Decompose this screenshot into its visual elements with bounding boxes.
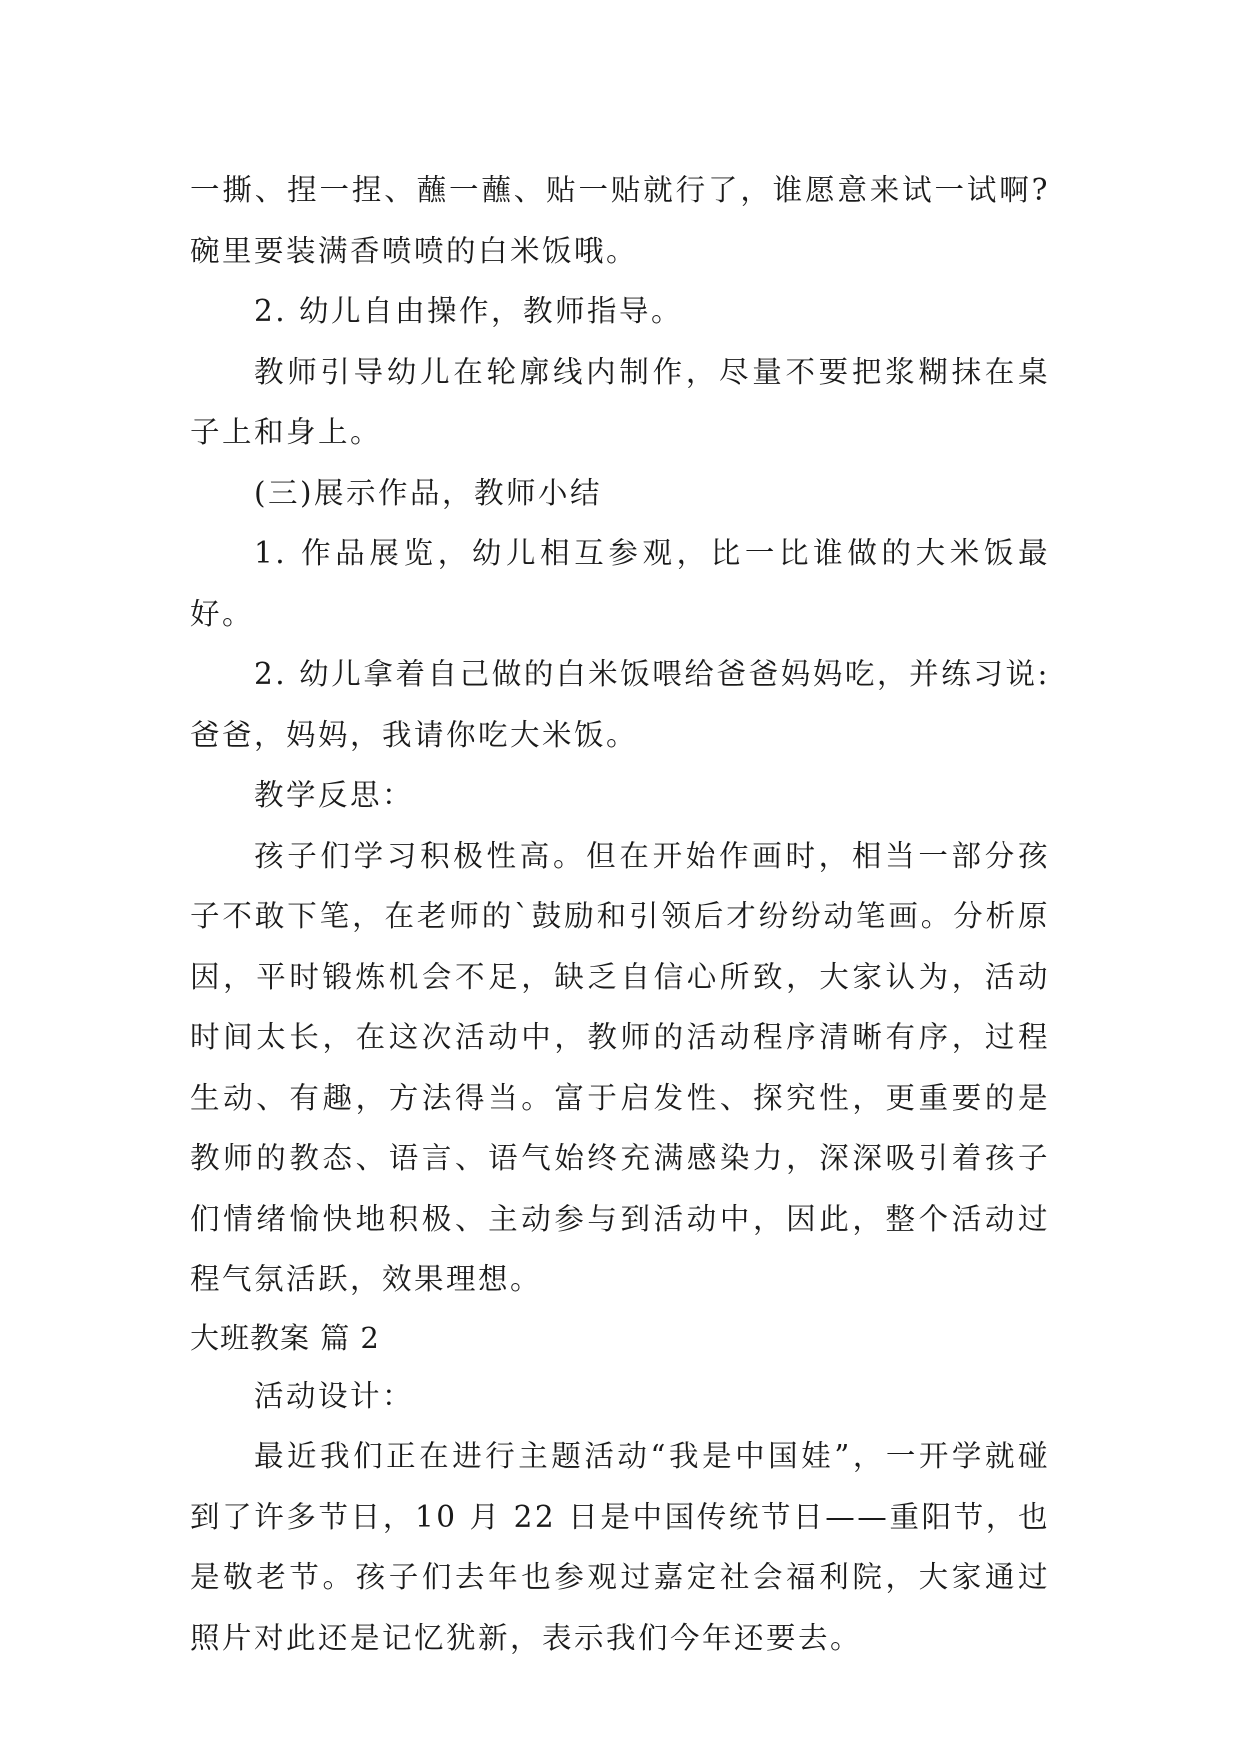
section-heading: 大班教案 篇 2 (190, 1320, 380, 1355)
paragraph-reflection-title: 教学反思： (254, 778, 415, 812)
paragraph-reflection-body: 孩子们学习积极性高。但在开始作画时，相当一部分孩子不敢下笔，在老师的`鼓励和引领后才纷纷动笔画。分析原因，平时锻炼机会不足，缺乏自信心所致，大家认为，活动时间太长，在这次活动中，教师的活动程序清晰有序，过程生动、有趣，方法得当。富于启发性、探究性，更重要的是教师的教态、语言、语气始终充满感染力，深深吸引着孩子们情绪愉快地积极、主动参与到活动中，因此，整个活动过程气氛活跃，效果理想。 (190, 838, 1050, 1296)
document-page (190, 160, 1050, 1668)
paragraph-activity-design-title: 活动设计： (254, 1378, 415, 1413)
paragraph-feeding-practice: 2. 幼儿拿着自己做的白米饭喂给爸爸妈妈吃，并练习说:爸爸，妈妈，我请你吃大米饭。 (190, 657, 1050, 752)
paragraph-continuation: 一撕、捏一捏、蘸一蘸、贴一贴就行了，谁愿意来试一试啊?碗里要装满香喷喷的白米饭哦。 (190, 173, 1050, 268)
paragraph-step-2: 2. 幼儿自由操作，教师指导。 (254, 294, 684, 328)
paragraph-teacher-guidance: 教师引导幼儿在轮廓线内制作，尽量不要把浆糊抹在桌子上和身上。 (190, 354, 1050, 449)
paragraph-activity-design-body: 最近我们正在进行主题活动“我是中国娃”，一开学就碰到了许多节日，10 月 22 日是中国传统节日——重阳节，也是敬老节。孩子们去年也参观过嘉定社会福利院，大家通过照片对此还是记忆犹新，表示我们今年还要去。 (190, 1439, 1050, 1655)
paragraph-section-three-title: (三)展示作品，教师小结 (254, 475, 603, 510)
paragraph-exhibition: 1. 作品展览，幼儿相互参观，比一比谁做的大米饭最好。 (190, 536, 1050, 631)
